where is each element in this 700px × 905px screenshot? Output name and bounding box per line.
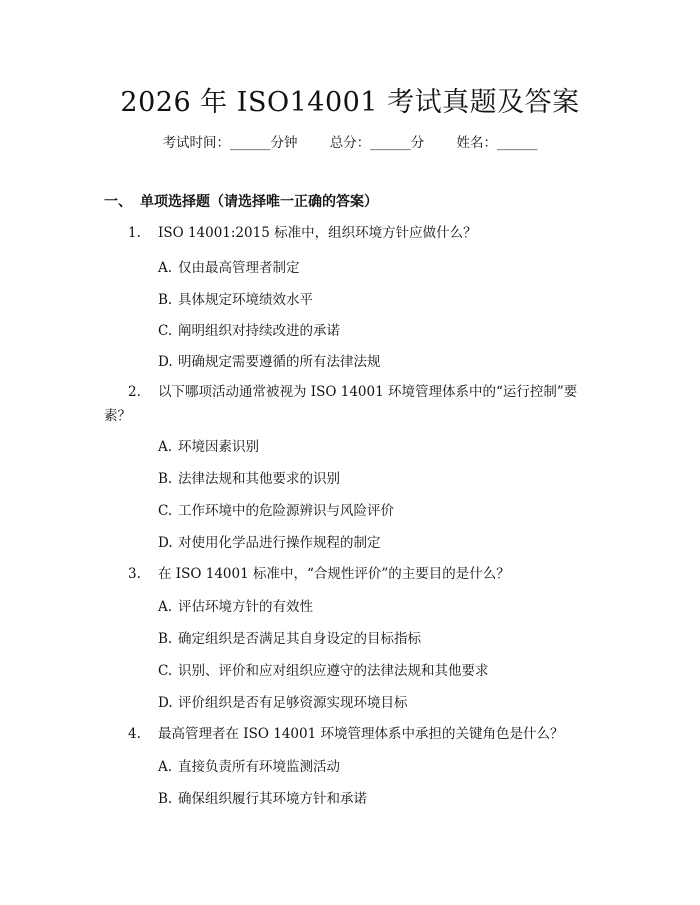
option-1d — [158, 350, 381, 370]
option-letter: D. — [158, 695, 173, 711]
option-letter: C. — [158, 503, 173, 519]
exam-time — [162, 135, 297, 151]
question-text: ISO 14001:2015 标准中，组织环境方针应做什么？ — [158, 225, 477, 241]
option-3b — [158, 627, 421, 647]
option-text: 工作环境中的危险源辨识与风险评价 — [178, 503, 394, 519]
exam-time-label: 考试时间： — [162, 135, 230, 151]
option-text: 仅由最高管理者制定 — [178, 260, 300, 276]
question-text: 以下哪项活动通常被视为 ISO 14001 环境管理体系中的“运行控制”要素？ — [104, 384, 578, 424]
option-1b — [158, 288, 313, 308]
question-text: 最高管理者在 ISO 14001 环境管理体系中承担的关键角色是什么？ — [158, 726, 564, 742]
total-score-blank: ______ — [370, 135, 411, 151]
option-letter: C. — [158, 323, 173, 339]
option-letter: B. — [158, 631, 173, 647]
option-text: 评估环境方针的有效性 — [178, 599, 313, 615]
option-text: 确定组织是否满足其自身设定的目标指标 — [178, 631, 421, 647]
option-letter: A. — [158, 599, 173, 615]
student-name — [457, 135, 538, 151]
option-letter: A. — [158, 439, 173, 455]
option-letter: A. — [158, 260, 173, 276]
option-2d — [158, 531, 381, 551]
option-2c — [158, 499, 394, 519]
section-heading — [104, 191, 378, 211]
student-name-label: 姓名： — [456, 135, 498, 151]
exam-time-unit: 分钟 — [270, 135, 298, 151]
total-score — [330, 135, 425, 151]
option-text: 阐明组织对持续改进的承诺 — [178, 323, 340, 339]
question-number: 3. — [128, 566, 141, 582]
option-letter: A. — [158, 759, 173, 775]
option-text: 明确规定需要遵循的所有法律法规 — [178, 354, 381, 370]
exam-meta — [0, 131, 700, 151]
option-3c — [158, 659, 489, 679]
question-4 — [104, 722, 590, 746]
option-2a — [158, 435, 259, 455]
section-number: 一、 — [104, 194, 132, 210]
total-score-label: 总分： — [329, 135, 371, 151]
option-text: 直接负责所有环境监测活动 — [178, 759, 340, 775]
exam-time-blank: ______ — [229, 135, 271, 151]
option-text: 具体规定环境绩效水平 — [178, 292, 313, 308]
option-text: 对使用化学品进行操作规程的制定 — [178, 535, 381, 551]
question-number: 2. — [128, 384, 141, 400]
question-1 — [104, 221, 590, 245]
option-3d — [158, 691, 408, 711]
option-3a — [158, 595, 313, 615]
option-1a — [158, 256, 300, 276]
option-letter: D. — [158, 354, 173, 370]
option-letter: D. — [158, 535, 173, 551]
option-4a — [158, 755, 340, 775]
question-2 — [104, 380, 590, 428]
question-number: 1. — [128, 225, 141, 241]
option-letter: B. — [158, 292, 173, 308]
option-letter: B. — [158, 471, 173, 487]
option-1c — [158, 319, 340, 339]
option-text: 确保组织履行其环境方针和承诺 — [178, 791, 367, 807]
student-name-blank: ______ — [497, 135, 538, 151]
question-3 — [104, 562, 590, 586]
page-title: 2026 年 ISO14001 考试真题及答案 — [120, 87, 580, 118]
option-text: 法律法规和其他要求的识别 — [178, 471, 340, 487]
section-title: 单项选择题（请选择唯一正确的答案） — [140, 194, 378, 210]
question-number: 4. — [128, 726, 141, 742]
option-text: 评价组织是否有足够资源实现环境目标 — [178, 695, 408, 711]
option-4b — [158, 787, 367, 807]
question-text: 在 ISO 14001 标准中，“合规性评价”的主要目的是什么？ — [158, 566, 510, 582]
option-text: 环境因素识别 — [178, 439, 259, 455]
option-letter: B. — [158, 791, 173, 807]
option-2b — [158, 467, 340, 487]
option-letter: C. — [158, 663, 173, 679]
total-score-unit: 分 — [410, 135, 425, 151]
option-text: 识别、评价和应对组织应遵守的法律法规和其他要求 — [178, 663, 489, 679]
